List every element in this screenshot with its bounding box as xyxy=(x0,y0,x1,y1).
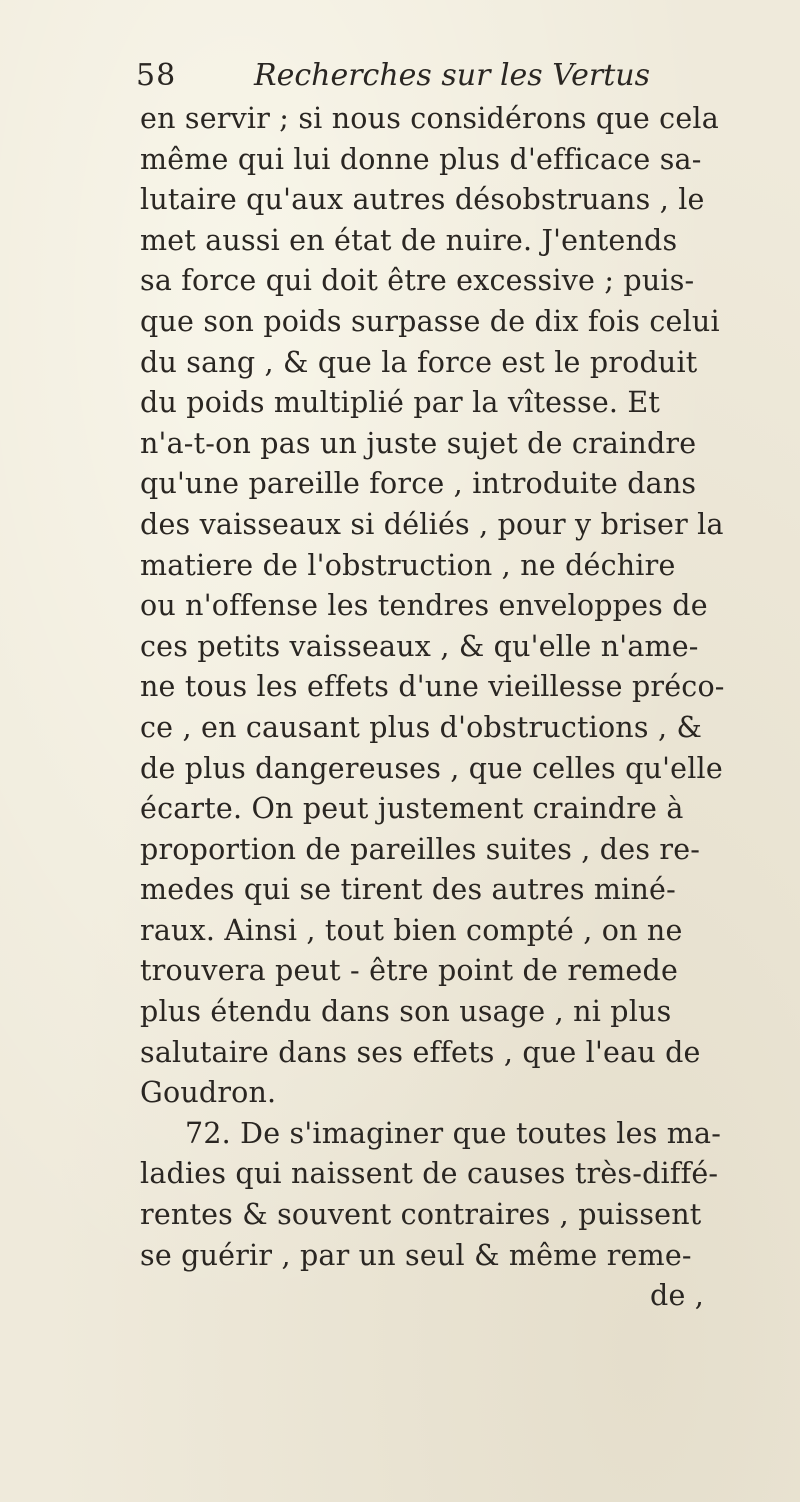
text-line: que son poids surpasse de dix fois celui xyxy=(140,304,720,338)
text-line: ladies qui naissent de causes très-diffé- xyxy=(140,1157,719,1191)
text-line: matiere de l'obstruction , ne déchire xyxy=(140,548,676,582)
text-line: medes qui se tirent des autres miné- xyxy=(140,873,676,907)
page-header xyxy=(136,58,696,98)
text-line: du sang , & que la force est le produit xyxy=(140,345,698,379)
text-line: plus étendu dans son usage , ni plus xyxy=(140,995,672,1029)
text-line: proportion de pareilles suites , des re- xyxy=(140,832,701,866)
text-line: met aussi en état de nuire. J'entends xyxy=(140,223,678,257)
text-line: ce , en causant plus d'obstructions , & xyxy=(140,710,703,744)
text-line: raux. Ainsi , tout bien compté , on ne xyxy=(140,913,683,947)
text-line: salutaire dans ses effets , que l'eau de xyxy=(140,1035,701,1069)
page-number: 58 xyxy=(136,58,177,93)
text-line: qu'une pareille force , introduite dans xyxy=(140,467,697,501)
text-line: du poids multiplié par la vîtesse. Et xyxy=(140,386,661,420)
text-line: Goudron. xyxy=(140,1076,277,1110)
running-head: Recherches sur les Vertus xyxy=(254,58,651,93)
body-text xyxy=(140,99,800,1317)
text-line: de plus dangereuses , que celles qu'elle xyxy=(140,751,723,785)
text-line: sa force qui doit être excessive ; puis- xyxy=(140,264,695,298)
text-line: écarte. On peut justement craindre à xyxy=(140,792,684,826)
text-line: trouvera peut - être point de remede xyxy=(140,954,679,988)
text-line: même qui lui donne plus d'efficace sa- xyxy=(140,142,702,176)
text-line: lutaire qu'aux autres désobstruans , le xyxy=(140,183,705,217)
text-line: en servir ; si nous considérons que cela xyxy=(140,102,719,135)
text-line: ne tous les effets d'une vieillesse préco- xyxy=(140,670,725,704)
text-line: de , xyxy=(650,1279,705,1313)
text-line: ou n'offense les tendres enveloppes de xyxy=(140,589,708,623)
text-line: ces petits vaisseaux , & qu'elle n'ame- xyxy=(140,629,699,663)
text-line: n'a-t-on pas un juste sujet de craindre xyxy=(140,426,697,460)
text-line: 72. De s'imaginer que toutes les ma- xyxy=(185,1116,722,1150)
text-line: rentes & souvent contraires , puissent xyxy=(140,1198,702,1232)
text-line: se guérir , par un seul & même reme- xyxy=(140,1238,692,1272)
text-line: des vaisseaux si déliés , pour y briser la xyxy=(140,507,724,541)
